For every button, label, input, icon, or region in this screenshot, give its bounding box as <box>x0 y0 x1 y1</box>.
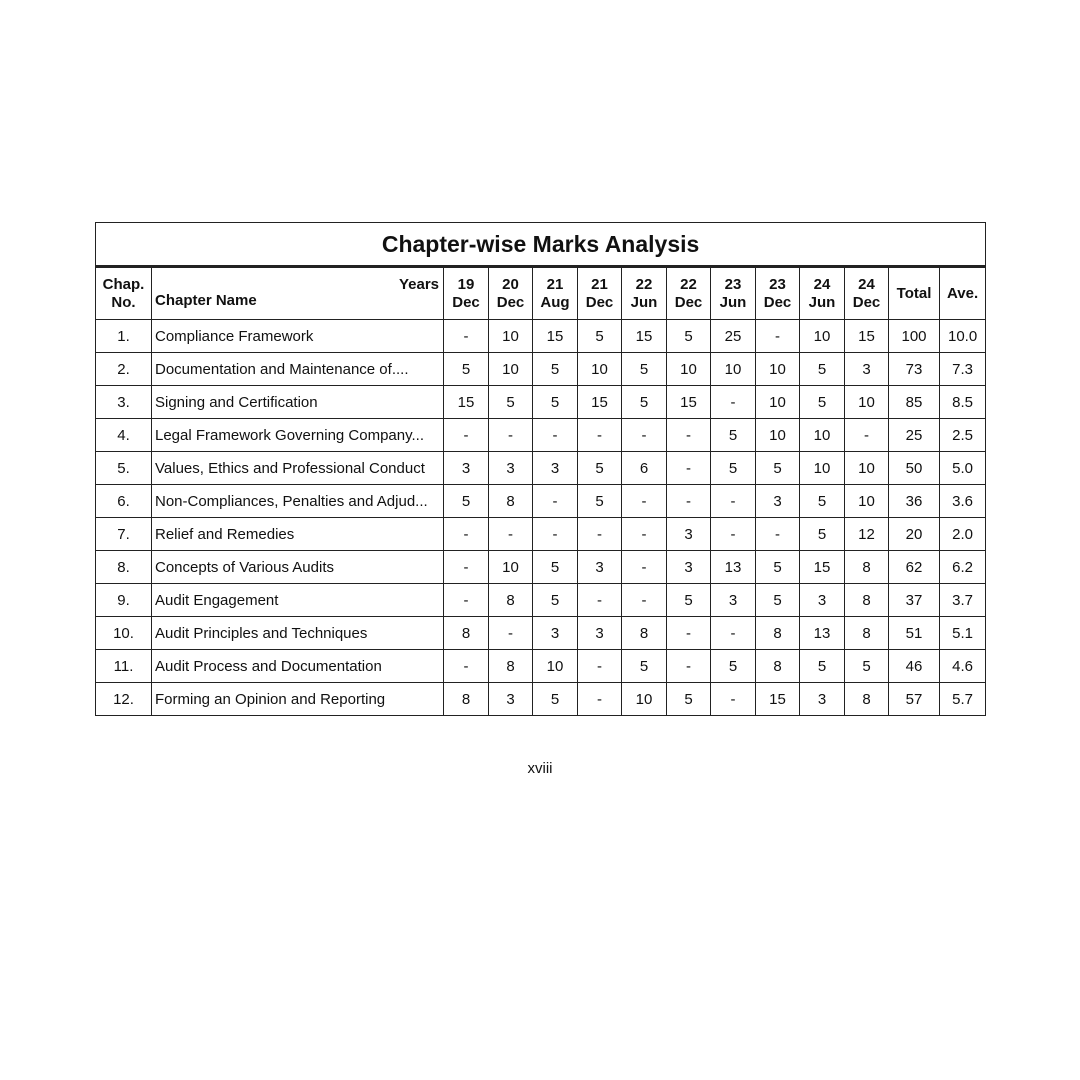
chapter-name-cell: Concepts of Various Audits <box>152 551 444 584</box>
marks-cell: 15 <box>667 386 711 419</box>
marks-cell: - <box>489 518 533 551</box>
marks-cell: 10 <box>756 386 800 419</box>
chap-no-header-line2: No. <box>111 293 136 311</box>
period-header <box>622 267 667 320</box>
marks-cell: 5 <box>756 551 800 584</box>
period-month: Aug <box>540 293 570 311</box>
marks-cell: 10 <box>800 452 845 485</box>
marks-cell: 5 <box>533 353 578 386</box>
marks-cell: 3 <box>489 683 533 716</box>
chapter-name-header <box>152 267 444 320</box>
period-header <box>711 267 756 320</box>
table-row <box>96 683 986 716</box>
header-row <box>96 267 986 320</box>
period-header <box>756 267 800 320</box>
chapter-number-cell: 2. <box>96 353 152 386</box>
total-cell: 73 <box>889 353 940 386</box>
marks-cell: - <box>489 617 533 650</box>
marks-cell: - <box>667 452 711 485</box>
average-cell: 7.3 <box>940 353 986 386</box>
period-year: 21 <box>546 275 564 293</box>
chap-no-header-line1: Chap. <box>102 275 145 293</box>
chapter-name-cell: Audit Process and Documentation <box>152 650 444 683</box>
table-row <box>96 419 986 452</box>
chapter-number-cell: 7. <box>96 518 152 551</box>
chapter-name-cell: Compliance Framework <box>152 320 444 353</box>
marks-cell: 15 <box>533 320 578 353</box>
table-row <box>96 452 986 485</box>
years-label: Years <box>398 276 439 293</box>
marks-cell: - <box>622 518 667 551</box>
marks-cell: - <box>533 419 578 452</box>
chapter-name-cell: Audit Principles and Techniques <box>152 617 444 650</box>
marks-cell: 8 <box>444 617 489 650</box>
total-cell: 36 <box>889 485 940 518</box>
marks-cell: 5 <box>622 650 667 683</box>
marks-cell: - <box>622 584 667 617</box>
average-cell: 3.7 <box>940 584 986 617</box>
period-header <box>444 267 489 320</box>
chapter-name-cell: Non-Compliances, Penalties and Adjud... <box>152 485 444 518</box>
average-cell: 4.6 <box>940 650 986 683</box>
marks-cell: - <box>444 419 489 452</box>
marks-cell: - <box>444 518 489 551</box>
table-row <box>96 551 986 584</box>
chapter-name-cell: Signing and Certification <box>152 386 444 419</box>
marks-cell: 8 <box>845 551 889 584</box>
average-cell: 5.7 <box>940 683 986 716</box>
period-year: 22 <box>635 275 653 293</box>
average-cell: 8.5 <box>940 386 986 419</box>
chapter-name-cell: Documentation and Maintenance of.... <box>152 353 444 386</box>
marks-cell: 5 <box>711 650 756 683</box>
average-cell: 5.0 <box>940 452 986 485</box>
marks-cell: 15 <box>845 320 889 353</box>
marks-cell: 8 <box>489 584 533 617</box>
average-cell: 3.6 <box>940 485 986 518</box>
marks-cell: 3 <box>533 617 578 650</box>
marks-cell: 10 <box>489 320 533 353</box>
total-cell: 100 <box>889 320 940 353</box>
marks-cell: 15 <box>756 683 800 716</box>
marks-cell: 8 <box>845 584 889 617</box>
period-month: Dec <box>852 293 881 311</box>
marks-cell: 5 <box>444 485 489 518</box>
period-header <box>845 267 889 320</box>
period-month: Dec <box>496 293 525 311</box>
marks-cell: 10 <box>578 353 622 386</box>
period-year: 23 <box>724 275 742 293</box>
page-number: xviii <box>527 760 553 777</box>
chapter-number-cell: 12. <box>96 683 152 716</box>
marks-cell: - <box>667 485 711 518</box>
total-cell: 62 <box>889 551 940 584</box>
period-header <box>800 267 845 320</box>
marks-cell: 10 <box>711 353 756 386</box>
marks-cell: - <box>711 386 756 419</box>
marks-cell: - <box>489 419 533 452</box>
marks-cell: 5 <box>711 452 756 485</box>
chapter-number-cell: 11. <box>96 650 152 683</box>
period-month: Jun <box>630 293 658 311</box>
marks-cell: 5 <box>578 452 622 485</box>
marks-cell: 8 <box>756 617 800 650</box>
marks-cell: 10 <box>489 353 533 386</box>
total-cell: 37 <box>889 584 940 617</box>
marks-cell: - <box>667 650 711 683</box>
period-year: 22 <box>680 275 697 293</box>
average-cell: 6.2 <box>940 551 986 584</box>
chapter-number-cell: 3. <box>96 386 152 419</box>
marks-cell: - <box>444 551 489 584</box>
marks-cell: 10 <box>845 452 889 485</box>
average-header: Ave. <box>940 267 986 320</box>
period-header <box>533 267 578 320</box>
marks-cell: 5 <box>533 683 578 716</box>
marks-cell: - <box>667 617 711 650</box>
marks-cell: 25 <box>711 320 756 353</box>
marks-cell: 3 <box>800 584 845 617</box>
table-body <box>96 320 986 716</box>
chapter-name-cell: Relief and Remedies <box>152 518 444 551</box>
marks-cell: - <box>622 419 667 452</box>
marks-cell: 3 <box>845 353 889 386</box>
marks-cell: 10 <box>845 386 889 419</box>
marks-cell: 3 <box>533 452 578 485</box>
marks-cell: 10 <box>622 683 667 716</box>
marks-cell: 8 <box>845 617 889 650</box>
marks-cell: 3 <box>578 617 622 650</box>
marks-cell: 10 <box>800 419 845 452</box>
period-year: 20 <box>502 275 519 293</box>
table-row <box>96 518 986 551</box>
marks-cell: 6 <box>622 452 667 485</box>
marks-cell: - <box>578 518 622 551</box>
total-cell: 25 <box>889 419 940 452</box>
chapter-number-cell: 9. <box>96 584 152 617</box>
period-month: Jun <box>719 293 747 311</box>
period-month: Dec <box>763 293 792 311</box>
chapter-name-cell: Values, Ethics and Professional Conduct <box>152 452 444 485</box>
marks-cell: 8 <box>845 683 889 716</box>
period-year: 24 <box>858 275 875 293</box>
marks-cell: - <box>711 683 756 716</box>
marks-cell: 5 <box>800 518 845 551</box>
chapter-number-cell: 10. <box>96 617 152 650</box>
period-month: Dec <box>674 293 703 311</box>
marks-cell: - <box>533 485 578 518</box>
chapter-number-cell: 6. <box>96 485 152 518</box>
marks-cell: 15 <box>800 551 845 584</box>
marks-cell: 12 <box>845 518 889 551</box>
marks-cell: 10 <box>756 419 800 452</box>
marks-cell: - <box>578 650 622 683</box>
chapter-name-cell: Legal Framework Governing Company... <box>152 419 444 452</box>
period-header <box>667 267 711 320</box>
table-row <box>96 386 986 419</box>
table-row <box>96 617 986 650</box>
marks-analysis-table-wrapper <box>95 222 985 716</box>
total-cell: 51 <box>889 617 940 650</box>
marks-cell: 3 <box>667 518 711 551</box>
marks-cell: - <box>622 551 667 584</box>
marks-cell: - <box>667 419 711 452</box>
period-header <box>578 267 622 320</box>
average-cell: 2.0 <box>940 518 986 551</box>
period-month: Dec <box>452 293 480 311</box>
marks-analysis-table <box>95 222 986 716</box>
marks-cell: 3 <box>756 485 800 518</box>
marks-cell: 5 <box>622 386 667 419</box>
total-cell: 20 <box>889 518 940 551</box>
marks-cell: - <box>845 419 889 452</box>
marks-cell: 5 <box>578 485 622 518</box>
marks-cell: - <box>622 485 667 518</box>
marks-cell: 10 <box>533 650 578 683</box>
period-header <box>489 267 533 320</box>
marks-cell: 8 <box>756 650 800 683</box>
marks-cell: 3 <box>711 584 756 617</box>
period-year: 19 <box>457 275 475 293</box>
marks-cell: 13 <box>800 617 845 650</box>
period-year: 23 <box>769 275 786 293</box>
marks-cell: - <box>756 518 800 551</box>
marks-cell: 8 <box>444 683 489 716</box>
table-row <box>96 650 986 683</box>
marks-cell: 5 <box>533 551 578 584</box>
marks-cell: 5 <box>444 353 489 386</box>
marks-cell: 5 <box>533 386 578 419</box>
chapter-number-cell: 8. <box>96 551 152 584</box>
marks-cell: 5 <box>800 353 845 386</box>
table-row <box>96 320 986 353</box>
total-cell: 50 <box>889 452 940 485</box>
marks-cell: - <box>444 584 489 617</box>
period-year: 21 <box>591 275 608 293</box>
table-title: Chapter-wise Marks Analysis <box>96 223 986 267</box>
marks-cell: 3 <box>578 551 622 584</box>
marks-cell: - <box>756 320 800 353</box>
marks-cell: 13 <box>711 551 756 584</box>
marks-cell: 8 <box>489 485 533 518</box>
marks-cell: 5 <box>489 386 533 419</box>
marks-cell: 3 <box>800 683 845 716</box>
marks-cell: - <box>711 485 756 518</box>
marks-cell: 5 <box>578 320 622 353</box>
chapter-number-cell: 4. <box>96 419 152 452</box>
table-row <box>96 485 986 518</box>
marks-cell: - <box>578 683 622 716</box>
marks-cell: 5 <box>667 683 711 716</box>
marks-cell: 5 <box>667 320 711 353</box>
total-cell: 85 <box>889 386 940 419</box>
average-cell: 2.5 <box>940 419 986 452</box>
chapter-name-label: Chapter Name <box>155 292 257 309</box>
marks-cell: 5 <box>756 584 800 617</box>
marks-cell: 5 <box>845 650 889 683</box>
marks-cell: 15 <box>578 386 622 419</box>
chapter-number-cell: 1. <box>96 320 152 353</box>
period-month: Jun <box>808 293 836 311</box>
marks-cell: 10 <box>800 320 845 353</box>
marks-cell: 5 <box>622 353 667 386</box>
marks-cell: 5 <box>756 452 800 485</box>
marks-cell: 8 <box>489 650 533 683</box>
marks-cell: - <box>578 419 622 452</box>
chap-no-header <box>96 267 152 320</box>
marks-cell: 5 <box>800 485 845 518</box>
marks-cell: - <box>533 518 578 551</box>
marks-cell: 10 <box>756 353 800 386</box>
chapter-name-cell: Forming an Opinion and Reporting <box>152 683 444 716</box>
marks-cell: 15 <box>444 386 489 419</box>
marks-cell: - <box>578 584 622 617</box>
marks-cell: 5 <box>533 584 578 617</box>
marks-cell: 10 <box>489 551 533 584</box>
total-cell: 46 <box>889 650 940 683</box>
marks-cell: 5 <box>667 584 711 617</box>
table-row <box>96 584 986 617</box>
average-cell: 10.0 <box>940 320 986 353</box>
marks-cell: - <box>711 617 756 650</box>
total-cell: 57 <box>889 683 940 716</box>
chapter-name-cell: Audit Engagement <box>152 584 444 617</box>
marks-cell: 3 <box>489 452 533 485</box>
marks-cell: 3 <box>444 452 489 485</box>
marks-cell: 5 <box>800 386 845 419</box>
marks-cell: - <box>444 320 489 353</box>
marks-cell: - <box>444 650 489 683</box>
period-month: Dec <box>585 293 614 311</box>
total-header: Total <box>889 267 940 320</box>
marks-cell: 3 <box>667 551 711 584</box>
average-cell: 5.1 <box>940 617 986 650</box>
marks-cell: 8 <box>622 617 667 650</box>
marks-cell: 15 <box>622 320 667 353</box>
marks-cell: 10 <box>667 353 711 386</box>
marks-cell: 10 <box>845 485 889 518</box>
marks-cell: 5 <box>711 419 756 452</box>
period-year: 24 <box>813 275 831 293</box>
marks-cell: 5 <box>800 650 845 683</box>
table-row <box>96 353 986 386</box>
marks-cell: - <box>711 518 756 551</box>
chapter-number-cell: 5. <box>96 452 152 485</box>
